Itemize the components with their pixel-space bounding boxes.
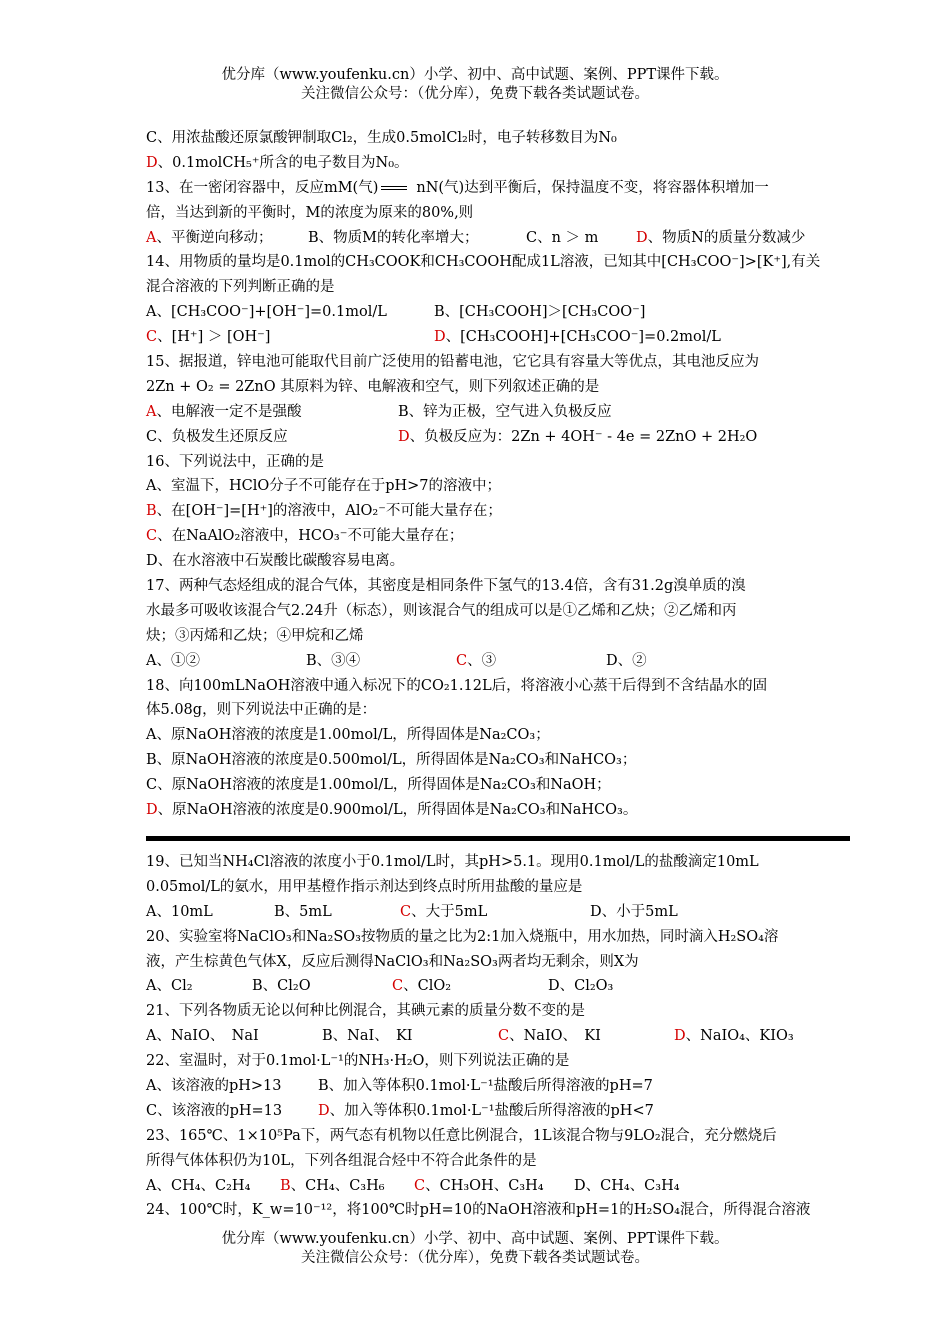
q18-option-b: B、原NaOH溶液的浓度是0.500mol/L，所得固体是Na₂CO₃和NaHCO₃； [146,752,637,769]
answer-mark: C [146,329,158,346]
q17-stem: 17、两种气态烃组成的混合气体，其密度是相同条件下氢气的13.4倍，含有31.2g溴单质的溴 [146,578,746,595]
q21-options: A、NaIO、 NaI B、NaI、 KI C、NaIO、 KI D、NaIO₄、KIO₃ [146,1028,794,1045]
q16-option-b: B、在[OH⁻]=[H⁺]的溶液中，AlO₂⁻不可能大量存在； [146,503,502,520]
footer-line-1: 优分库（www.youfenku.cn）小学、初中、高中试题、案例、PPT课件下载。 [221,1231,729,1247]
q20-stem: 20、实验室将NaClO₃和Na₂SO₃按物质的量之比为2:1加入烧瓶中，用水加热，同时滴入H₂SO₄溶 [146,928,779,945]
q13-stem-2: 倍，当达到新的平衡时，M的浓度为原来的80%,则 [146,204,474,221]
q19-stem: 19、已知当NH₄Cl溶液的浓度小于0.1mol/L时，其pH>5.1。现用0.1mol/L的盐酸滴定10mL [146,853,759,870]
q18-stem: 18、向100mLNaOH溶液中通入标况下的CO₂1.12L后，将溶液小心蒸干后得到不含结晶水的固 [146,677,768,694]
footer-line-2: 关注微信公众号：（优分库），免费下载各类试题试卷。 [301,1250,649,1266]
answer-mark: D [318,1102,330,1119]
q13-stem: 13、在一密闭容器中，反应mM(气) nN(气)达到平衡后，保持温度不变，将容器体积增加一 [146,179,769,196]
answer-mark: C [392,978,404,995]
answer-mark: D [146,802,158,819]
answer-mark: A [146,403,157,420]
q18-option-c: C、原NaOH溶液的浓度是1.00mol/L，所得固体是Na₂CO₃和NaOH； [146,777,611,794]
q22-options-ab: A、该溶液的pH>13 B、加入等体积0.1mol·L⁻¹盐酸后所得溶液的pH=7 [146,1077,653,1094]
page-header [0,66,950,104]
q22-stem: 22、室温时，对于0.1mol·L⁻¹的NH₃·H₂O，则下列说法正确的是 [146,1053,570,1070]
q14-options-cd: C、[H⁺] ＞ [OH⁻] D、[CH₃COOH]+[CH₃COO⁻]=0.2mol/L [146,329,721,346]
q16-option-a: A、室温下，HClO分子不可能存在于pH>7的溶液中； [146,478,502,495]
answer-mark: D [398,428,410,445]
answer-mark: D [434,329,446,346]
q17-options: A、①② B、③④ C、③ D、② [146,652,647,669]
answer-mark: C [414,1177,426,1194]
answer-mark: D [636,229,648,246]
q18-option-a: A、原NaOH溶液的浓度是1.00mol/L，所得固体是Na₂CO₃； [146,727,550,744]
q14-options-ab: A、[CH₃COO⁻]+[OH⁻]=0.1mol/L B、[CH₃COOH]＞[CH₃COO⁻] [146,304,646,321]
answer-mark: C [400,903,412,920]
answer-mark: C [146,528,158,545]
q17-stem-2: 水最多可吸收该混合气2.24升（标态），则该混合气的组成可以是①乙烯和乙炔；②乙烯和丙 [146,602,737,619]
q15-stem: 15、据报道，锌电池可能取代目前广泛使用的铅蓄电池，它它具有容量大等优点，其电池反应为 [146,354,759,371]
answer-mark: D [674,1028,686,1045]
answer-mark: A [146,229,157,246]
header-line-1: 优分库（www.youfenku.cn）小学、初中、高中试题、案例、PPT课件下载。 [221,67,729,83]
exam-content [146,126,850,1223]
q12-option-d: D、0.1molCH₅⁺所含的电子数目为N₀。 [146,154,409,171]
equilibrium-arrow-icon [379,184,409,192]
q14-stem: 14、用物质的量均是0.1mol的CH₃COOK和CH₃COOH配成1L溶液，已知其中[CH₃COO⁻]>[K⁺],有关 [146,254,821,271]
q22-options-cd: C、该溶液的pH=13 D、加入等体积0.1mol·L⁻¹盐酸后所得溶液的pH<7 [146,1102,654,1119]
q18-option-d: D、原NaOH溶液的浓度是0.900mol/L，所得固体是Na₂CO₃和NaHCO₃。 [146,802,638,819]
q14-stem-2: 混合溶液的下列判断正确的是 [146,279,335,296]
answer-mark: C [456,652,468,669]
q15-options-cd: C、负极发生还原反应 D、负极反应为：2Zn + 4OH⁻ - 4e = 2ZnO + 2H₂O [146,428,758,445]
q12-option-c: C、用浓盐酸还原氯酸钾制取Cl₂，生成0.5molCl₂时，电子转移数目为N₀ [146,130,617,146]
answer-mark: B [280,1177,291,1194]
q16-option-c: C、在NaAlO₂溶液中，HCO₃⁻不可能大量存在； [146,528,464,545]
q23-options: A、CH₄、C₂H₄ B、CH₄、C₃H₆ C、CH₃OH、C₃H₄ D、CH₄、C₃H₄ [146,1177,680,1194]
q16-option-d: D、在水溶液中石炭酸比碳酸容易电离。 [146,553,405,570]
answer-mark: D [146,154,158,171]
answer-mark: B [146,503,157,520]
header-line-2: 关注微信公众号：（优分库），免费下载各类试题试卷。 [301,86,649,102]
q15-options-ab: A、电解液一定不是强酸 B、锌为正极，空气进入负极反应 [146,403,612,420]
q18-stem-2: 体5.08g，则下列说法中正确的是： [146,702,377,719]
q24-stem: 24、100℃时，K_w=10⁻¹²，将100℃时pH=10的NaOH溶液和pH=1的H₂SO₄混合，所得混合溶液 [146,1202,811,1219]
q15-stem-2: 2Zn + O₂ = 2ZnO 其原料为锌、电解液和空气，则下列叙述正确的是 [146,378,600,395]
q13-options: A、平衡逆向移动； B、物质M的转化率增大； C、n ＞ m D、物质N的质量分数减少 [146,229,806,246]
page-footer [0,1230,950,1268]
q23-stem-2: 所得气体体积仍为10L，下列各组混合烃中不符合此条件的是 [146,1152,537,1169]
q19-stem-2: 0.05mol/L的氨水，用甲基橙作指示剂达到终点时所用盐酸的量应是 [146,878,583,895]
q20-stem-2: 液，产生棕黄色气体X，反应后测得NaClO₃和Na₂SO₃两者均无剩余，则X为 [146,953,639,970]
q17-stem-3: 炔；③丙烯和乙炔；④甲烷和乙烯 [146,627,364,644]
q23-stem: 23、165℃、1×10⁵Pa下，两气态有机物以任意比例混合，1L该混合物与9LO₂混合，充分燃烧后 [146,1127,777,1144]
q21-stem: 21、下列各物质无论以何种比例混合，其碘元素的质量分数不变的是 [146,1003,585,1020]
q20-options: A、Cl₂ B、Cl₂O C、ClO₂ D、Cl₂O₃ [146,978,614,995]
section-divider [146,836,850,841]
answer-mark: C [498,1028,510,1045]
q19-options: A、10mL B、5mL C、大于5mL D、小于5mL [146,903,678,920]
q16-stem: 16、下列说法中，正确的是 [146,453,324,470]
